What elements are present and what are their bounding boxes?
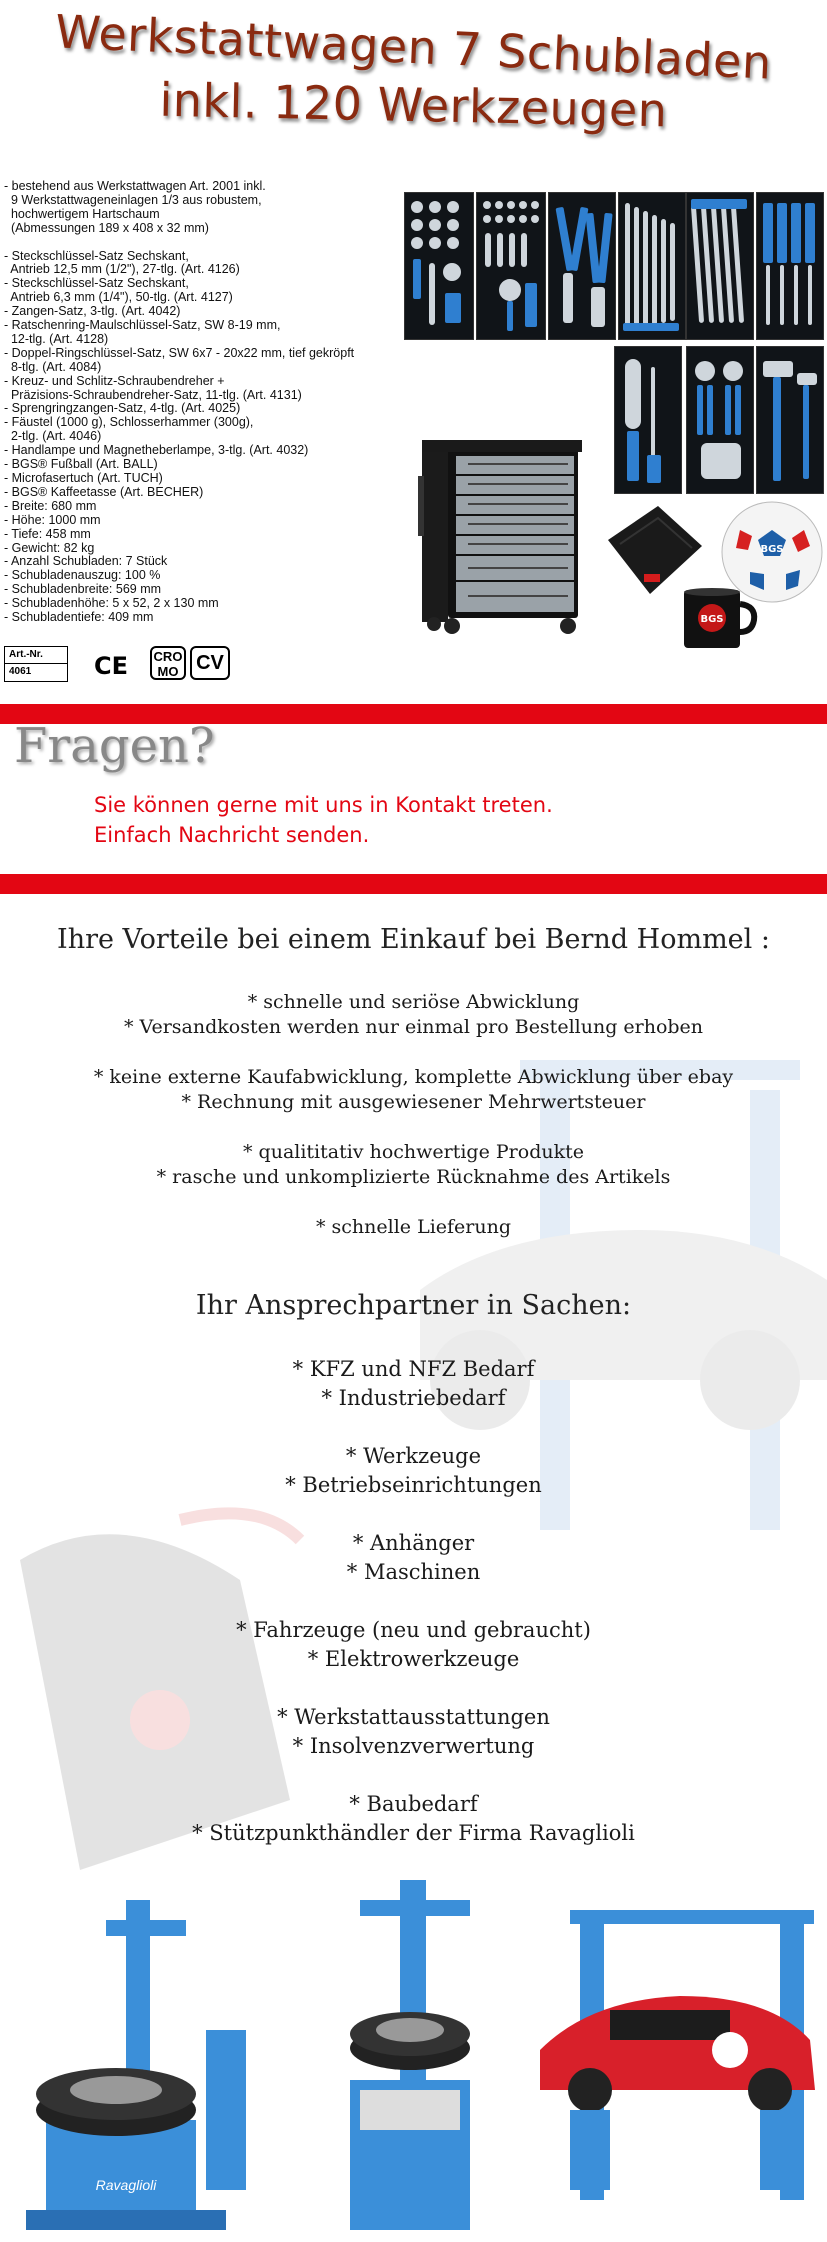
spec-line: Antrieb 6,3 mm (1/4"), 50-tlg. (Art. 4127) [4,290,233,305]
spec-line: Präzisions-Schraubendreher-Satz, 11-tlg. (Art. 4131) [4,387,302,402]
spec-line: - Doppel-Ringschlüssel-Satz, SW 6x7 - 20x22 mm, tief gekröpft [4,345,355,360]
contact-partner-item: * Anhänger [352,1531,475,1555]
spec-line: - Kreuz- und Schlitz-Schraubendreher + [4,373,225,388]
list-spacer [0,1040,827,1065]
contact-partner-item: * Werkstattausstattungen [277,1705,550,1729]
list-spacer [4,236,404,250]
spec-line: - Schubladenhöhe: 5 x 52, 2 x 130 mm [4,596,219,611]
ce-mark-icon: CE [94,652,129,680]
list-spacer [0,1115,827,1140]
spec-line: - Sprengringzangen-Satz, 4-tlg. (Art. 4025) [4,401,241,416]
spec-line: - Anzahl Schubladen: 7 Stück [4,554,168,569]
tray-socket-set-large [404,192,474,340]
list-spacer [0,1587,827,1616]
spec-line: - Microfasertuch (Art. TUCH) [4,471,163,486]
title-line-2: inkl. 120 Werkzeugen [159,72,668,138]
spec-line: - Handlampe und Magnetheberlampe, 3-tlg. (Art. 4032) [4,443,309,458]
spec-line: - BGS® Kaffeetasse (Art. BECHER) [4,484,204,499]
microfiber-cloth-image [598,500,708,600]
list-spacer [0,1674,827,1703]
list-spacer [0,1500,827,1529]
contact-partner-item: * Baubedarf [349,1792,478,1816]
spec-line: - Höhe: 1000 mm [4,512,101,527]
cromo-top: CRO [153,649,183,664]
contact-partner-item: * Werkzeuge [345,1444,482,1468]
contact-message [94,790,553,850]
contact-partner-item: * Maschinen [346,1560,481,1584]
spec-line: hochwertigem Hartschaum [4,206,160,221]
contact-partner-item: * Fahrzeuge (neu und gebraucht) [236,1618,591,1642]
title-line-1: Werkstattwagen 7 Schubladen [54,4,773,90]
advantage-item: * Rechnung mit ausgewiesener Mehrwertsteuer [181,1091,646,1113]
tray-socket-set-small [476,192,546,340]
spec-line: Antrieb 12,5 mm (1/2"), 27-tlg. (Art. 4126) [4,262,240,277]
spec-line: 9 Werkstattwageneinlagen 1/3 aus robustem, [4,192,262,207]
football-logo-text: BGS [760,544,784,555]
list-spacer [0,1761,827,1790]
tray-lamp-set [614,346,682,494]
coffee-mug-image [680,586,760,652]
tray-screwdriver-set [756,192,824,340]
spec-line: - Gewicht: 82 kg [4,540,95,555]
red-divider-bottom [0,874,827,894]
contact-partner-item: * Industriebedarf [321,1386,506,1410]
tire-changer-photo-left [6,1880,276,2242]
contact-partner-list [0,1355,827,1848]
tray-hammer-set [756,346,824,494]
cv-badge: CV [190,646,230,680]
advantage-item: * rasche und unkomplizierte Rücknahme des Artikels [156,1166,671,1188]
car-lift-photo-right [530,1900,827,2200]
spec-line: - Schubladenbreite: 569 mm [4,582,162,597]
tray-circlip-pliers-set [686,346,754,494]
spec-line: - Schubladentiefe: 409 mm [4,610,154,625]
list-spacer [0,1190,827,1215]
contact-partner-item: * Betriebseinrichtungen [285,1473,542,1497]
article-number-box [4,646,68,682]
advantage-item: * schnelle Lieferung [315,1216,512,1238]
contact-partner-item: * Insolvenzverwertung [292,1734,535,1758]
spec-line: - Zangen-Satz, 3-tlg. (Art. 4042) [4,304,181,319]
spec-line: - Steckschlüssel-Satz Sechskant, [4,248,189,263]
spec-line: 8-tlg. (Art. 4084) [4,359,102,374]
spec-line: - Tiefe: 458 mm [4,526,91,541]
advantage-item: * qualititativ hochwertige Produkte [243,1141,584,1163]
spec-line: - bestehend aus Werkstattwagen Art. 2001 inkl. [4,179,266,193]
spec-line: 12-tlg. (Art. 4128) [4,331,109,346]
spec-line: 2-tlg. (Art. 4046) [4,429,102,444]
mug-logo-text: BGS [700,614,724,625]
page-title [0,4,827,138]
advantage-item: * schnelle und seriöse Abwicklung [247,991,580,1013]
list-spacer [0,1413,827,1442]
tray-pliers-set [548,192,616,340]
ravaglioli-logo-text: Ravaglioli [95,2177,157,2193]
contact-partner-title: Ihr Ansprechpartner in Sachen: [195,1290,632,1321]
article-number-label: Art.-Nr. [5,647,67,664]
spec-line: - Fäustel (1000 g), Schlosserhammer (300g), [4,415,254,430]
cromo-bottom: MO [157,664,179,679]
spec-line: - Breite: 680 mm [4,498,97,513]
advantages-title: Ihre Vorteile bei einem Einkauf bei Bernd Hommel : [57,924,770,955]
advantages-list [0,990,827,1240]
spec-line: - Ratschenring-Maulschlüssel-Satz, SW 8-19 mm, [4,318,281,333]
tire-changer-photo-center [320,1880,520,2242]
contact-line-2: Einfach Nachricht senden. [94,823,370,847]
product-specs-list [4,180,404,625]
spec-line: - BGS® Fußball (Art. BALL) [4,457,158,472]
contact-line-1: Sie können gerne mit uns in Kontakt treten. [94,793,553,817]
contact-partner-item: * KFZ und NFZ Bedarf [292,1357,535,1381]
article-number-value: 4061 [9,666,32,677]
contact-partner-item: * Stützpunkthändler der Firma Ravaglioli [192,1821,635,1845]
tool-cabinet-image [418,436,608,636]
cromo-badge [150,646,186,680]
spec-line: (Abmessungen 189 x 408 x 32 mm) [4,220,209,235]
tray-ratchet-wrench-set [618,192,686,340]
spec-line: - Steckschlüssel-Satz Sechskant, [4,276,189,291]
advantage-item: * Versandkosten werden nur einmal pro Bestellung erhoben [123,1016,704,1038]
tray-ring-spanner-set [686,192,754,340]
advantage-item: * keine externe Kaufabwicklung, komplette Abwicklung über ebay [93,1066,734,1088]
contact-partner-item: * Elektrowerkzeuge [307,1647,520,1671]
spec-line: - Schubladenauszug: 100 % [4,568,161,583]
questions-heading: Fragen? [14,718,215,774]
